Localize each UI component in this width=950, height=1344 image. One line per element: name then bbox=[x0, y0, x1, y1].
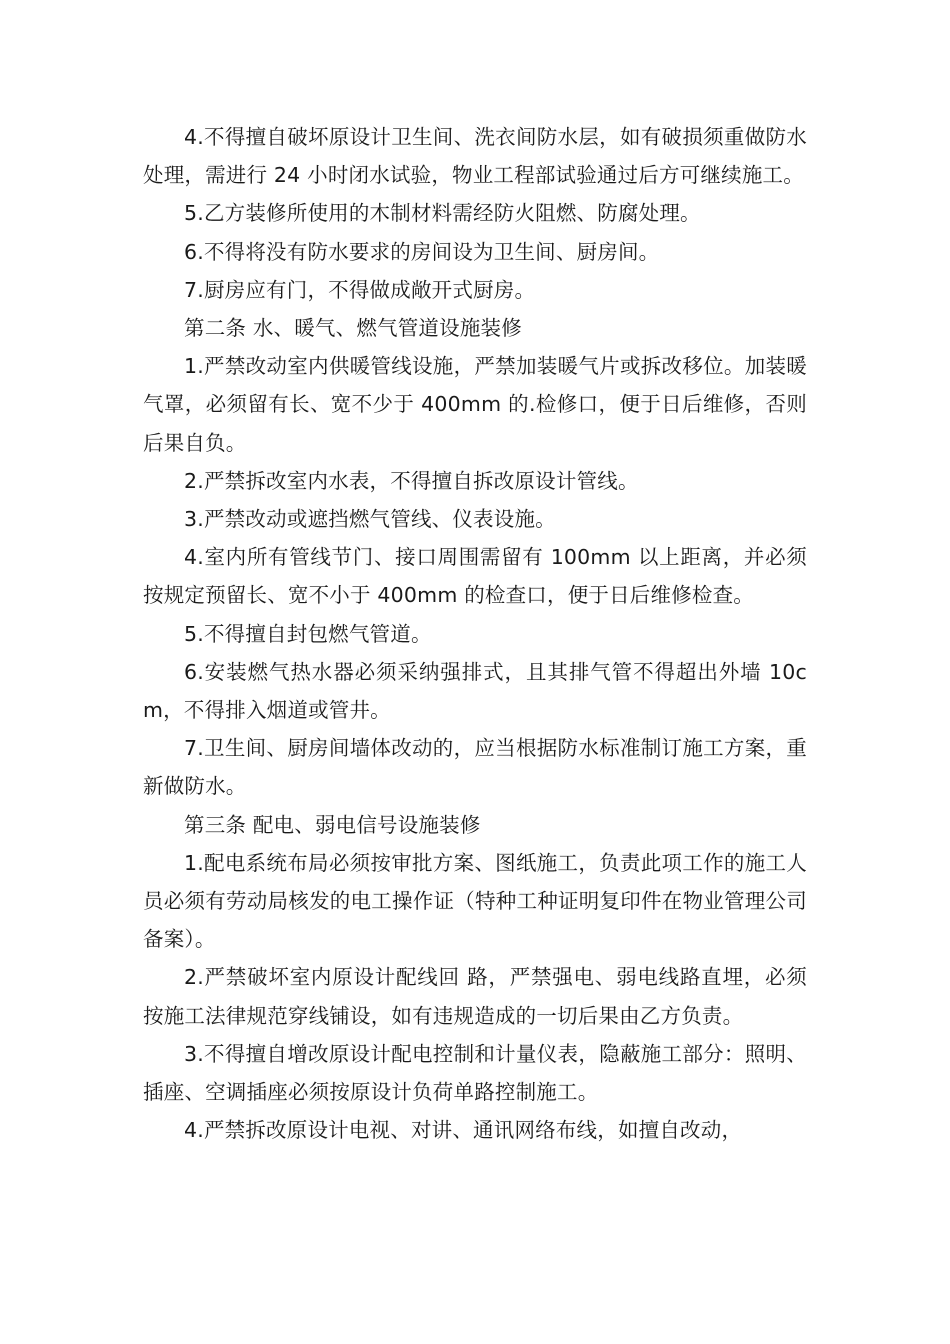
document-body bbox=[143, 118, 807, 1149]
clause-item: 3.严禁改动或遮挡燃气管线、仪表设施。 bbox=[184, 507, 556, 532]
clause-item: 1.严禁改动室内供暖管线设施，严禁加装暖气片或拆改移位。加装暖气罩，必须留有长、宽不少于 400mm 的.检修口，便于日后维修，否则后果自负。 bbox=[143, 354, 807, 455]
clause-item: 5.不得擅自封包燃气管道。 bbox=[184, 621, 432, 646]
clause-item: 7.厨房应有门，不得做成敞开式厨房。 bbox=[184, 277, 536, 302]
clause-item: 1.配电系统布局必须按审批方案、图纸施工，负责此项工作的施工人员必须有劳动局核发的电工操作证（特种工种证明复印件在物业管理公司备案）。 bbox=[143, 850, 807, 952]
clause-item: 5.乙方装修所使用的木制材料需经防火阻燃、防腐处理。 bbox=[184, 201, 701, 226]
clause-item: 7.卫生间、厨房间墙体改动的，应当根据防水标准制订施工方案，重新做防水。 bbox=[143, 736, 807, 799]
section-heading: 第二条 水、暖气、燃气管道设施装修 bbox=[184, 316, 522, 341]
clause-item: 6.不得将没有防水要求的房间设为卫生间、厨房间。 bbox=[184, 239, 660, 264]
clause-item: 2.严禁破坏室内原设计配线回 路，严禁强电、弱电线路直埋，必须按施工法律规范穿线铺设，如有违规造成的一切后果由乙方负责。 bbox=[143, 965, 807, 1028]
section-heading: 第三条 配电、弱电信号设施装修 bbox=[184, 812, 481, 837]
clause-item: 3.不得擅自增改原设计配电控制和计量仪表，隐蔽施工部分：照明、插座、空调插座必须按原设计负荷单路控制施工。 bbox=[143, 1041, 807, 1105]
clause-item: 6.安装燃气热水器必须采纳强排式，且其排气管不得超出外墙 10cm，不得排入烟道或管井。 bbox=[143, 659, 807, 723]
clause-item: 4.严禁拆改原设计电视、对讲、通讯网络布线，如擅自改动， bbox=[184, 1118, 743, 1143]
clause-item: 4.室内所有管线节门、接口周围需留有 100mm 以上距离，并必须按规定预留长、宽不小于 400mm 的检查口，便于日后维修检查。 bbox=[143, 545, 807, 608]
clause-item: 2.严禁拆改室内水表，不得擅自拆改原设计管线。 bbox=[184, 468, 639, 493]
clause-item: 4.不得擅自破坏原设计卫生间、洗衣间防水层，如有破损须重做防水处理，需进行 24 小时闭水试验，物业工程部试验通过后方可继续施工。 bbox=[143, 125, 807, 188]
